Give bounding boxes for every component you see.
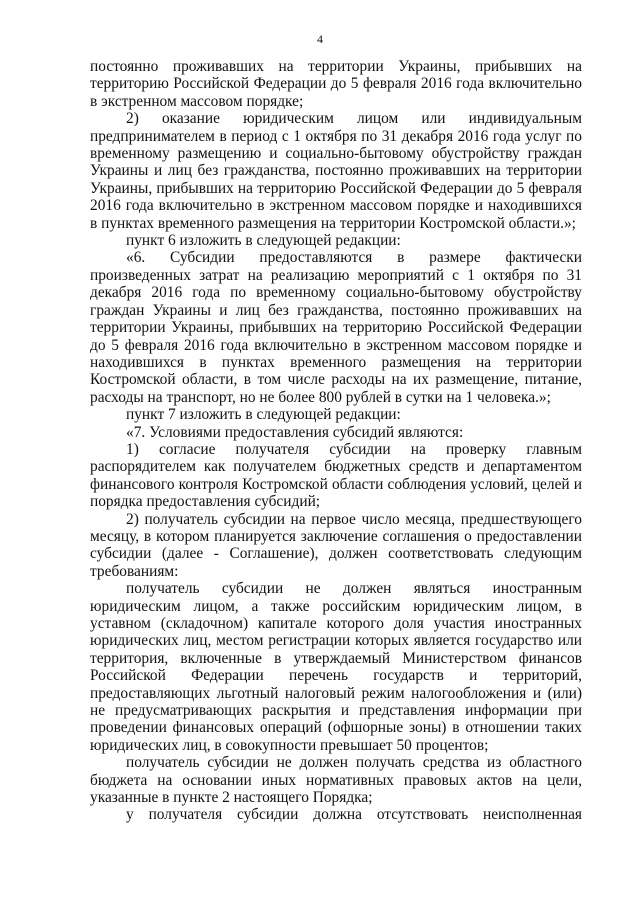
paragraph-requirement-debt: у получателя субсидии должна отсутствовать неисполненная: [126, 806, 582, 824]
paragraph-item-2: 2) оказание юридическим лицом или индивидуальным предпринимателем в период с 1 октября по 31 декабря 2016 года услуг по временному размещению и социально-бытовому обустройству граждан Украины и лиц без гражданства, постоянно проживавших на территории Украины, прибывших на территорию Российской Федерации до 5 февраля 2016 года включительно в экстренном массовом порядке и находившихся в пунктах временного размещения на территории Костромской области.»;: [90, 110, 582, 232]
paragraph-requirement-foreign: получатель субсидии не должен являться иностранным юридическим лицом, а также российским юридическим лицом, в уставном (складочном) капитале которого доля участия иностранных юридических лиц, местом регистрации которых является государство или территория, включенные в утверждаемый Министерством финансов Российской Федерации перечень государств и территорий, предоставляющих льготный налоговый режим налогообложения и (или) не предусматривающих раскрытия и представления информации при проведении финансовых операций (офшорные зоны) в отношении таких юридических лиц, в совокупности превышает 50 процентов;: [90, 580, 582, 754]
paragraph-point-7-intro: пункт 7 изложить в следующей редакции:: [126, 406, 401, 424]
paragraph-requirement-budget: получатель субсидии не должен получать средства из областного бюджета на основании иных нормативных правовых актов на цели, указанные в пункте 2 настоящего Порядка;: [90, 754, 582, 807]
paragraph-point-6-intro: пункт 6 изложить в следующей редакции:: [126, 232, 401, 250]
document-body: [90, 58, 582, 824]
paragraph-point-6-text: «6. Субсидии предоставляются в размере фактически произведенных затрат на реализацию мероприятий с 1 октября по 31 декабря 2016 года по временному социально-бытовому обустройству граждан Украины и лиц без гражданства, постоянно проживавших на территории Украины, прибывших на территорию Российской Федерации до 5 февраля 2016 года включительно в экстренном массовом порядке и находившихся в пунктах временного размещения на территории Костромской области, в том числе расходы на их размещение, питание, расходы на транспорт, но не более 800 рублей в сутки на 1 человека.»;: [90, 249, 582, 406]
paragraph-point-7-heading: «7. Условиями предоставления субсидий являются:: [126, 423, 464, 441]
paragraph-condition-1: 1) согласие получателя субсидии на проверку главным распорядителем как получателем бюджетных средств и департаментом финансового контроля Костромской области соблюдения условий, целей и порядка предоставления субсидий;: [90, 440, 582, 511]
paragraph-condition-2: 2) получатель субсидии на первое число месяца, предшествующего месяцу, в котором планируется заключение соглашения о предоставлении субсидии (далее - Соглашение), должен соответствовать следующим требованиям:: [90, 510, 582, 580]
page-number: 4: [317, 32, 323, 46]
paragraph-continuation: постоянно проживавших на территории Украины, прибывших на территорию Российской Федерации до 5 февраля 2016 года включительно в экстренном массовом порядке;: [90, 58, 582, 110]
